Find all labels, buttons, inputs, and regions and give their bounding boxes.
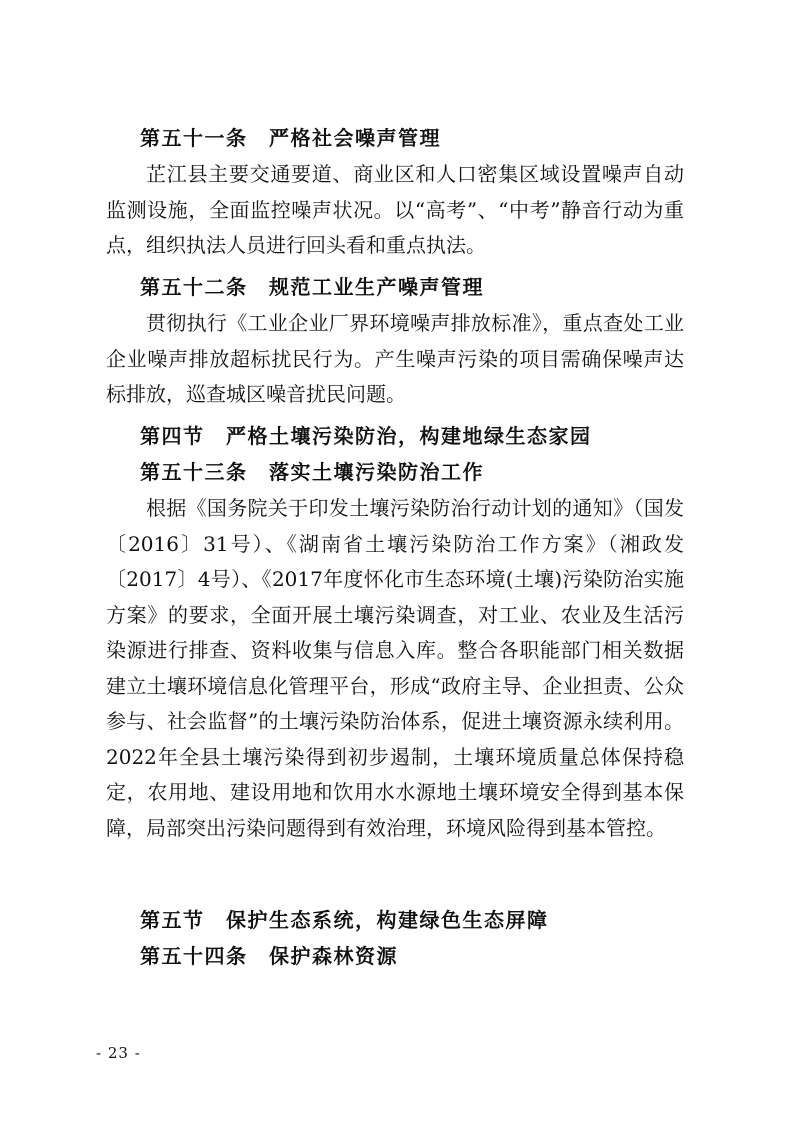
article-51-heading: 第五十一条 严格社会噪声管理 [140,126,441,150]
article-53-body: 根据《国务院关于印发土壤污染防治行动计划的通知》（国发〔2016〕31号）、《湖南省土壤污染防治工作方案》（湘政发〔2017〕4号）、《2017年度怀化市生态环境(土壤)污染防治实施方案》的要求，全面开展土壤污染调查，对工业、农业及生活污染源进行排查、资料收集与信息入库。整合各职能部门相关数据建立土壤环境信息化管理平台，形成“政府主导、企业担责、公众参与、社会监督”的土壤污染防治体系，促进土壤资源永续利用。2022年全县土壤污染得到初步遏制，土壤环境质量总体保持稳定，农用地、建设用地和饮用水水源地土壤环境安全得到基本保障，局部突出污染问题得到有效治理，环境风险得到基本管控。 [106,496,684,840]
article-54-heading: 第五十四条 保护森林资源 [140,944,398,968]
article-52-body: 贯彻执行《工业企业厂界环境噪声排放标准》，重点查处工业企业噪声排放超标扰民行为。产生噪声污染的项目需确保噪声达标排放，巡查城区噪音扰民问题。 [106,311,684,406]
section-5-heading: 第五节 保护生态系统，构建绿色生态屏障 [140,908,549,932]
article-52-heading: 第五十二条 规范工业生产噪声管理 [140,275,484,299]
section-4-heading: 第四节 严格土壤污染防治，构建地绿生态家园 [140,424,592,448]
article-53-heading: 第五十三条 落实土壤污染防治工作 [140,460,484,484]
article-51-body: 芷江县主要交通要道、商业区和人口密集区域设置噪声自动监测设施，全面监控噪声状况。以“高考”、“中考”静音行动为重点，组织执法人员进行回头看和重点执法。 [106,162,684,257]
page-number: - 23 - [96,1044,141,1062]
